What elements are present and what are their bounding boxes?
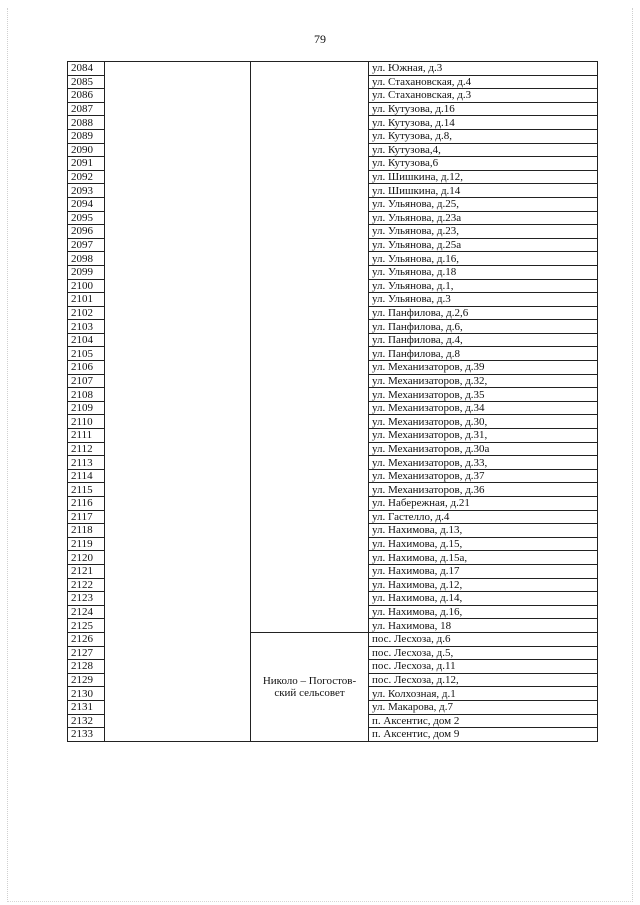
address-cell: ул. Нахимова, д.16, [369, 605, 598, 619]
address-cell: ул. Механизаторов, д.37 [369, 469, 598, 483]
row-number: 2093 [68, 184, 105, 198]
address-cell: ул. Южная, д.3 [369, 62, 598, 76]
row-number: 2128 [68, 660, 105, 674]
row-number: 2131 [68, 700, 105, 714]
address-cell: ул. Панфилова, д.6, [369, 320, 598, 334]
address-cell: ул. Нахимова, д.13, [369, 524, 598, 538]
settlement-cell [251, 62, 369, 633]
address-cell: ул. Панфилова, д.2,6 [369, 306, 598, 320]
address-cell: п. Аксентис, дом 2 [369, 714, 598, 728]
row-number: 2118 [68, 524, 105, 538]
address-cell: пос. Лесхоза, д.11 [369, 660, 598, 674]
address-cell: ул. Механизаторов, д.39 [369, 361, 598, 375]
address-cell: ул. Кутузова, д.14 [369, 116, 598, 130]
address-cell: ул. Гастелло, д.4 [369, 510, 598, 524]
address-cell: ул. Стахановская, д.4 [369, 75, 598, 89]
address-cell: ул. Шишкина, д.12, [369, 170, 598, 184]
row-number: 2100 [68, 279, 105, 293]
row-number: 2097 [68, 238, 105, 252]
address-cell: ул. Кутузова,4, [369, 143, 598, 157]
row-number: 2089 [68, 129, 105, 143]
address-table [67, 61, 598, 742]
address-cell: ул. Колхозная, д.1 [369, 687, 598, 701]
district-cell [105, 62, 251, 742]
page-number: 79 [314, 32, 326, 46]
address-cell: ул. Панфилова, д.8 [369, 347, 598, 361]
address-cell: ул. Нахимова, 18 [369, 619, 598, 633]
address-cell: ул. Панфилова, д.4, [369, 333, 598, 347]
row-number: 2087 [68, 102, 105, 116]
settlement-name-line2: ский сельсовет [274, 686, 345, 699]
settlement-name-cell [251, 632, 369, 741]
row-number: 2119 [68, 537, 105, 551]
row-number: 2104 [68, 333, 105, 347]
address-cell: ул. Механизаторов, д.34 [369, 401, 598, 415]
row-number: 2111 [68, 429, 105, 443]
row-number: 2132 [68, 714, 105, 728]
address-cell: ул. Ульянова, д.25, [369, 197, 598, 211]
table-row [68, 62, 598, 76]
address-cell: ул. Ульянова, д.16, [369, 252, 598, 266]
row-number: 2130 [68, 687, 105, 701]
address-cell: пос. Лесхоза, д.6 [369, 632, 598, 646]
address-cell: ул. Кутузова,6 [369, 157, 598, 171]
row-number: 2115 [68, 483, 105, 497]
address-cell: ул. Механизаторов, д.31, [369, 429, 598, 443]
row-number: 2086 [68, 89, 105, 103]
address-cell: ул. Механизаторов, д.33, [369, 456, 598, 470]
row-number: 2102 [68, 306, 105, 320]
address-cell: ул. Механизаторов, д.35 [369, 388, 598, 402]
row-number: 2133 [68, 728, 105, 742]
row-number: 2092 [68, 170, 105, 184]
row-number: 2095 [68, 211, 105, 225]
address-cell: ул. Ульянова, д.18 [369, 265, 598, 279]
address-cell: ул. Ульянова, д.25а [369, 238, 598, 252]
address-cell: ул. Нахимова, д.15а, [369, 551, 598, 565]
row-number: 2110 [68, 415, 105, 429]
address-cell: ул. Ульянова, д.23, [369, 225, 598, 239]
address-cell: ул. Нахимова, д.12, [369, 578, 598, 592]
row-number: 2085 [68, 75, 105, 89]
row-number: 2126 [68, 632, 105, 646]
address-cell: ул. Ульянова, д.1, [369, 279, 598, 293]
row-number: 2122 [68, 578, 105, 592]
address-cell: ул. Механизаторов, д.30а [369, 442, 598, 456]
address-cell: ул. Набережная, д.21 [369, 497, 598, 511]
address-cell: ул. Механизаторов, д.32, [369, 374, 598, 388]
row-number: 2116 [68, 497, 105, 511]
row-number: 2107 [68, 374, 105, 388]
address-cell: ул. Ульянова, д.3 [369, 293, 598, 307]
row-number: 2108 [68, 388, 105, 402]
row-number: 2106 [68, 361, 105, 375]
row-number: 2088 [68, 116, 105, 130]
row-number: 2096 [68, 225, 105, 239]
address-cell: ул. Шишкина, д.14 [369, 184, 598, 198]
address-cell: ул. Механизаторов, д.30, [369, 415, 598, 429]
row-number: 2098 [68, 252, 105, 266]
row-number: 2121 [68, 564, 105, 578]
address-cell: ул. Нахимова, д.17 [369, 564, 598, 578]
address-cell: пос. Лесхоза, д.5, [369, 646, 598, 660]
address-cell: ул. Ульянова, д.23а [369, 211, 598, 225]
row-number: 2120 [68, 551, 105, 565]
address-cell: пос. Лесхоза, д.12, [369, 673, 598, 687]
address-cell: п. Аксентис, дом 9 [369, 728, 598, 742]
row-number: 2112 [68, 442, 105, 456]
address-cell: ул. Механизаторов, д.36 [369, 483, 598, 497]
address-cell: ул. Кутузова, д.16 [369, 102, 598, 116]
address-cell: ул. Нахимова, д.15, [369, 537, 598, 551]
row-number: 2103 [68, 320, 105, 334]
address-cell: ул. Кутузова, д.8, [369, 129, 598, 143]
row-number: 2123 [68, 592, 105, 606]
row-number: 2091 [68, 157, 105, 171]
row-number: 2090 [68, 143, 105, 157]
address-cell: ул. Нахимова, д.14, [369, 592, 598, 606]
row-number: 2113 [68, 456, 105, 470]
row-number: 2109 [68, 401, 105, 415]
row-number: 2084 [68, 62, 105, 76]
row-number: 2127 [68, 646, 105, 660]
address-cell: ул. Макарова, д.7 [369, 700, 598, 714]
row-number: 2099 [68, 265, 105, 279]
row-number: 2101 [68, 293, 105, 307]
row-number: 2124 [68, 605, 105, 619]
row-number: 2105 [68, 347, 105, 361]
row-number: 2129 [68, 673, 105, 687]
row-number: 2114 [68, 469, 105, 483]
address-cell: ул. Стахановская, д.3 [369, 89, 598, 103]
row-number: 2117 [68, 510, 105, 524]
address-table-body [68, 62, 598, 742]
row-number: 2125 [68, 619, 105, 633]
settlement-name-line1: Николо – Погостов- [262, 674, 357, 687]
row-number: 2094 [68, 197, 105, 211]
